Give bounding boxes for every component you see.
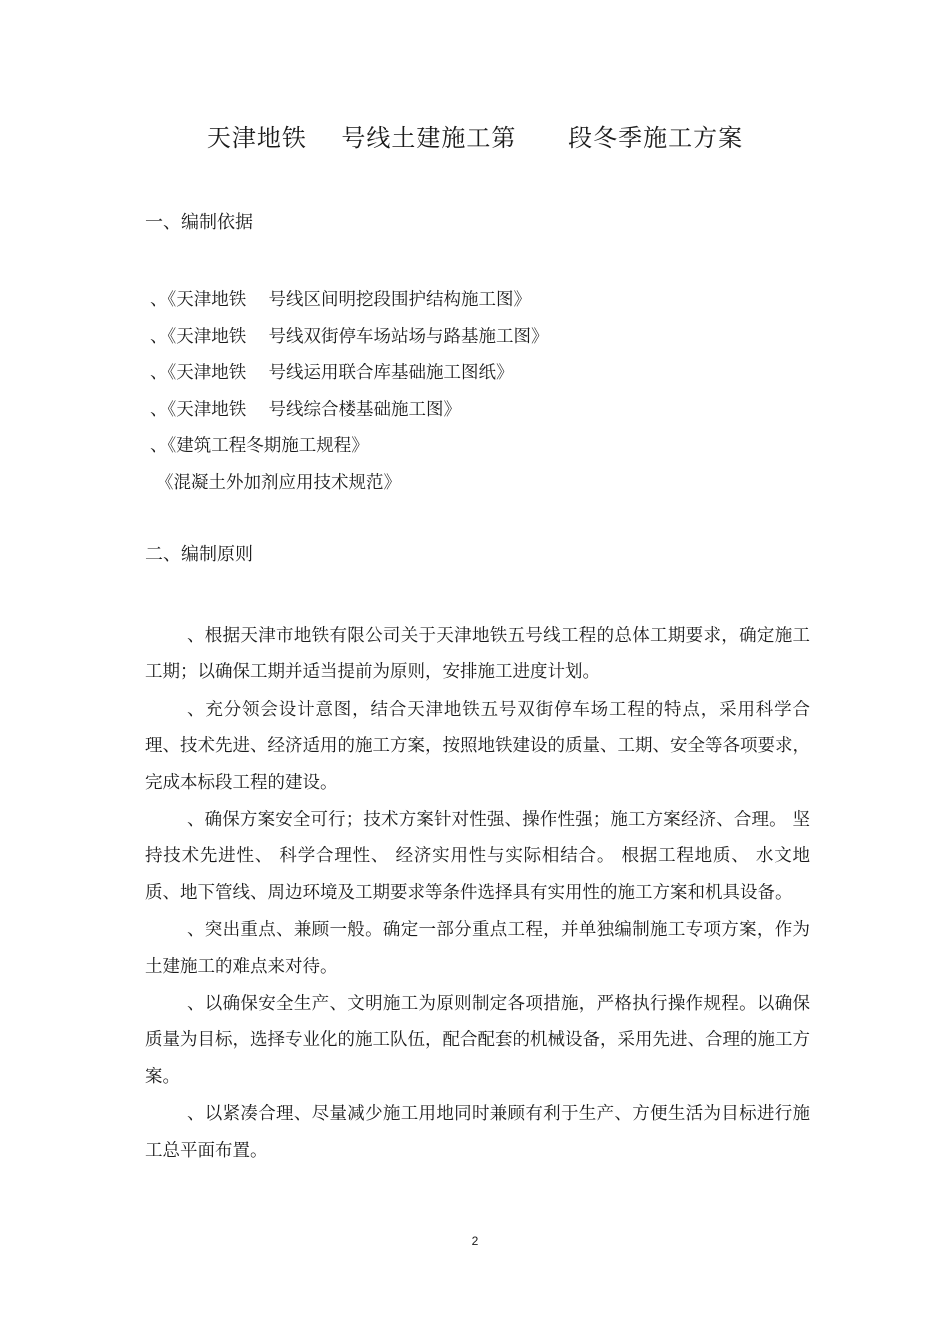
list-item: 、《天津地铁 号线区间明挖段围护结构施工图》 [150, 290, 531, 310]
principle-paragraph: 、确保方案安全可行；技术方案针对性强、操作性强；施工方案经济、合理。 坚持技术先进性、 科学合理性、 经济实用性与实际相结合。 根据工程地质、 水文地质、地下管线、周边环境及工期要求等条件选择具有实用性的施工方案和机具设备。 [145, 810, 810, 903]
principle-paragraph: 、以紧凑合理、尽量减少施工用地同时兼顾有利于生产、方便生活为目标进行施工总平面布置。 [145, 1104, 810, 1161]
principle-paragraph: 、根据天津市地铁有限公司关于天津地铁五号线工程的总体工期要求，确定施工工期；以确保工期并适当提前为原则，安排施工进度计划。 [145, 626, 810, 683]
section-heading-principles: 二、编制原则 [145, 544, 253, 565]
list-item: 、《天津地铁 号线运用联合库基础施工图纸》 [150, 363, 514, 383]
list-item: 、《天津地铁 号线综合楼基础施工图》 [150, 399, 461, 420]
principle-paragraph: 、以确保安全生产、文明施工为原则制定各项措施，严格执行操作规程。以确保 质量为目标，选择专业化的施工队伍，配合配套的机械设备，采用先进、合理的施工方案。 [145, 994, 822, 1087]
reference-list [150, 286, 549, 505]
document-title: 天津地铁 号线土建施工第 段冬季施工方案 [206, 124, 744, 152]
principle-paragraph: 、充分领会设计意图，结合天津地铁五号双街停车场工程的特点，采用科学合理、技术先进、经济适用的施工方案，按照地铁建设的质量、工期、安全等各项要求，完成本标段工程的建设。 [145, 699, 810, 793]
principles-body [145, 618, 822, 1170]
page-number: 2 [471, 1234, 479, 1248]
list-item: 、《建筑工程冬期施工规程》 [150, 436, 369, 456]
principle-paragraph: 、突出重点、兼顾一般。确定一部分重点工程，并单独编制施工专项方案，作为土建施工的难点来对待。 [145, 920, 810, 977]
list-item: 《混凝土外加剂应用技术规范》 [156, 472, 401, 493]
list-item: 、《天津地铁 号线双街停车场站场与路基施工图》 [150, 326, 549, 347]
section-heading-basis: 一、编制依据 [145, 212, 253, 233]
